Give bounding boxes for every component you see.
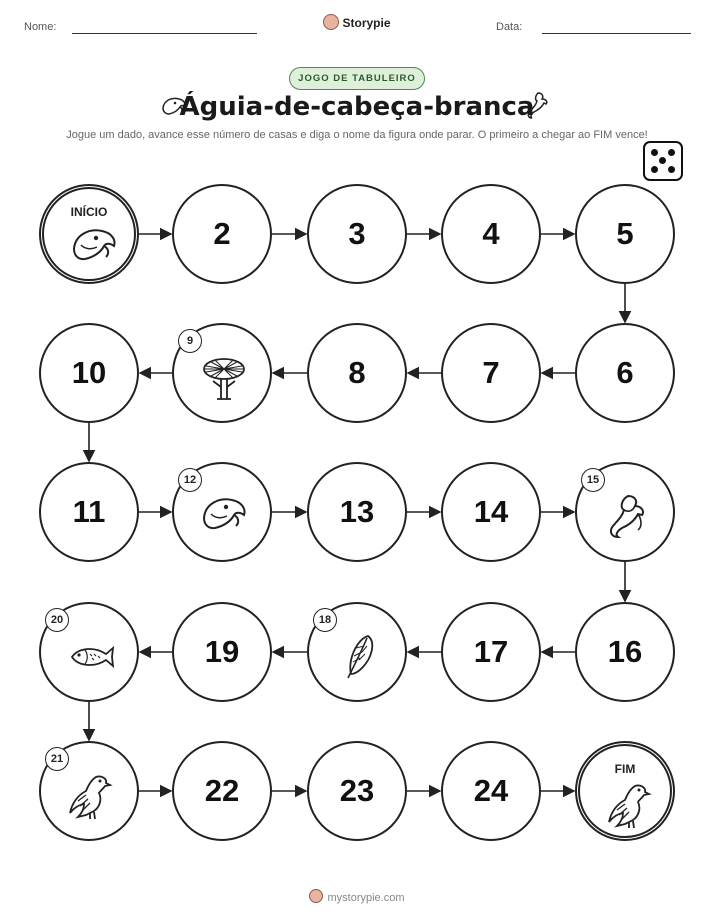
board-space-13 bbox=[307, 462, 407, 562]
board-space-14 bbox=[441, 462, 541, 562]
board-space-8 bbox=[307, 323, 407, 423]
space-number: 10 bbox=[71, 355, 107, 390]
space-number: 4 bbox=[482, 216, 500, 251]
board-space-19 bbox=[172, 602, 272, 702]
space-number-badge: 15 bbox=[581, 468, 605, 492]
board-space-17 bbox=[441, 602, 541, 702]
space-number-badge: 20 bbox=[45, 608, 69, 632]
finish-space bbox=[575, 741, 675, 841]
storypie-logo-icon bbox=[309, 889, 323, 903]
space-number: 16 bbox=[607, 634, 643, 669]
board-space-6 bbox=[575, 323, 675, 423]
space-number: 23 bbox=[339, 773, 375, 808]
board-space-23 bbox=[307, 741, 407, 841]
board-space-12 bbox=[172, 462, 272, 562]
board-space-10 bbox=[39, 323, 139, 423]
space-number-badge: 18 bbox=[313, 608, 337, 632]
date-label: Data: bbox=[496, 21, 523, 33]
space-number: 5 bbox=[616, 216, 634, 251]
footer bbox=[0, 889, 714, 904]
brand-name: Storypie bbox=[342, 16, 391, 30]
board-space-9 bbox=[172, 323, 272, 423]
space-number: 24 bbox=[473, 773, 509, 808]
board-space-22 bbox=[172, 741, 272, 841]
space-number-badge: 12 bbox=[178, 468, 202, 492]
space-number: 7 bbox=[482, 355, 500, 390]
space-number: 17 bbox=[473, 634, 509, 669]
space-number: 8 bbox=[348, 355, 366, 390]
space-number: 2 bbox=[213, 216, 231, 251]
board-space-11 bbox=[39, 462, 139, 562]
name-label: Nome: bbox=[24, 21, 57, 33]
board-space-20 bbox=[39, 602, 139, 702]
instructions-text: Jogue um dado, avance esse número de casas e diga o nome da figura onde parar. O primeiro a chegar ao FIM vence! bbox=[66, 129, 648, 141]
space-number-badge: 21 bbox=[45, 747, 69, 771]
space-number: 19 bbox=[204, 634, 240, 669]
board-space-7 bbox=[441, 323, 541, 423]
space-number: 22 bbox=[204, 773, 240, 808]
space-number-badge: 9 bbox=[178, 329, 202, 353]
finish-label: FIM bbox=[614, 762, 636, 776]
space-number: 13 bbox=[339, 494, 375, 529]
board-space-21 bbox=[39, 741, 139, 841]
board-space-3 bbox=[307, 184, 407, 284]
board-space-5 bbox=[575, 184, 675, 284]
page-title: Águia-de-cabeça-branca bbox=[179, 92, 535, 122]
space-number: 6 bbox=[616, 355, 634, 390]
board-space-2 bbox=[172, 184, 272, 284]
board-space-4 bbox=[441, 184, 541, 284]
board-space-24 bbox=[441, 741, 541, 841]
start-label: INÍCIO bbox=[70, 205, 108, 219]
board-space-16 bbox=[575, 602, 675, 702]
start-space bbox=[39, 184, 139, 284]
space-number: 3 bbox=[348, 216, 366, 251]
footer-url: mystorypie.com bbox=[327, 892, 405, 904]
board-space-18 bbox=[307, 602, 407, 702]
board-space-15 bbox=[575, 462, 675, 562]
space-number: 14 bbox=[473, 494, 509, 529]
space-number: 11 bbox=[72, 494, 106, 529]
game-type-badge: JOGO DE TABULEIRO bbox=[289, 67, 425, 90]
